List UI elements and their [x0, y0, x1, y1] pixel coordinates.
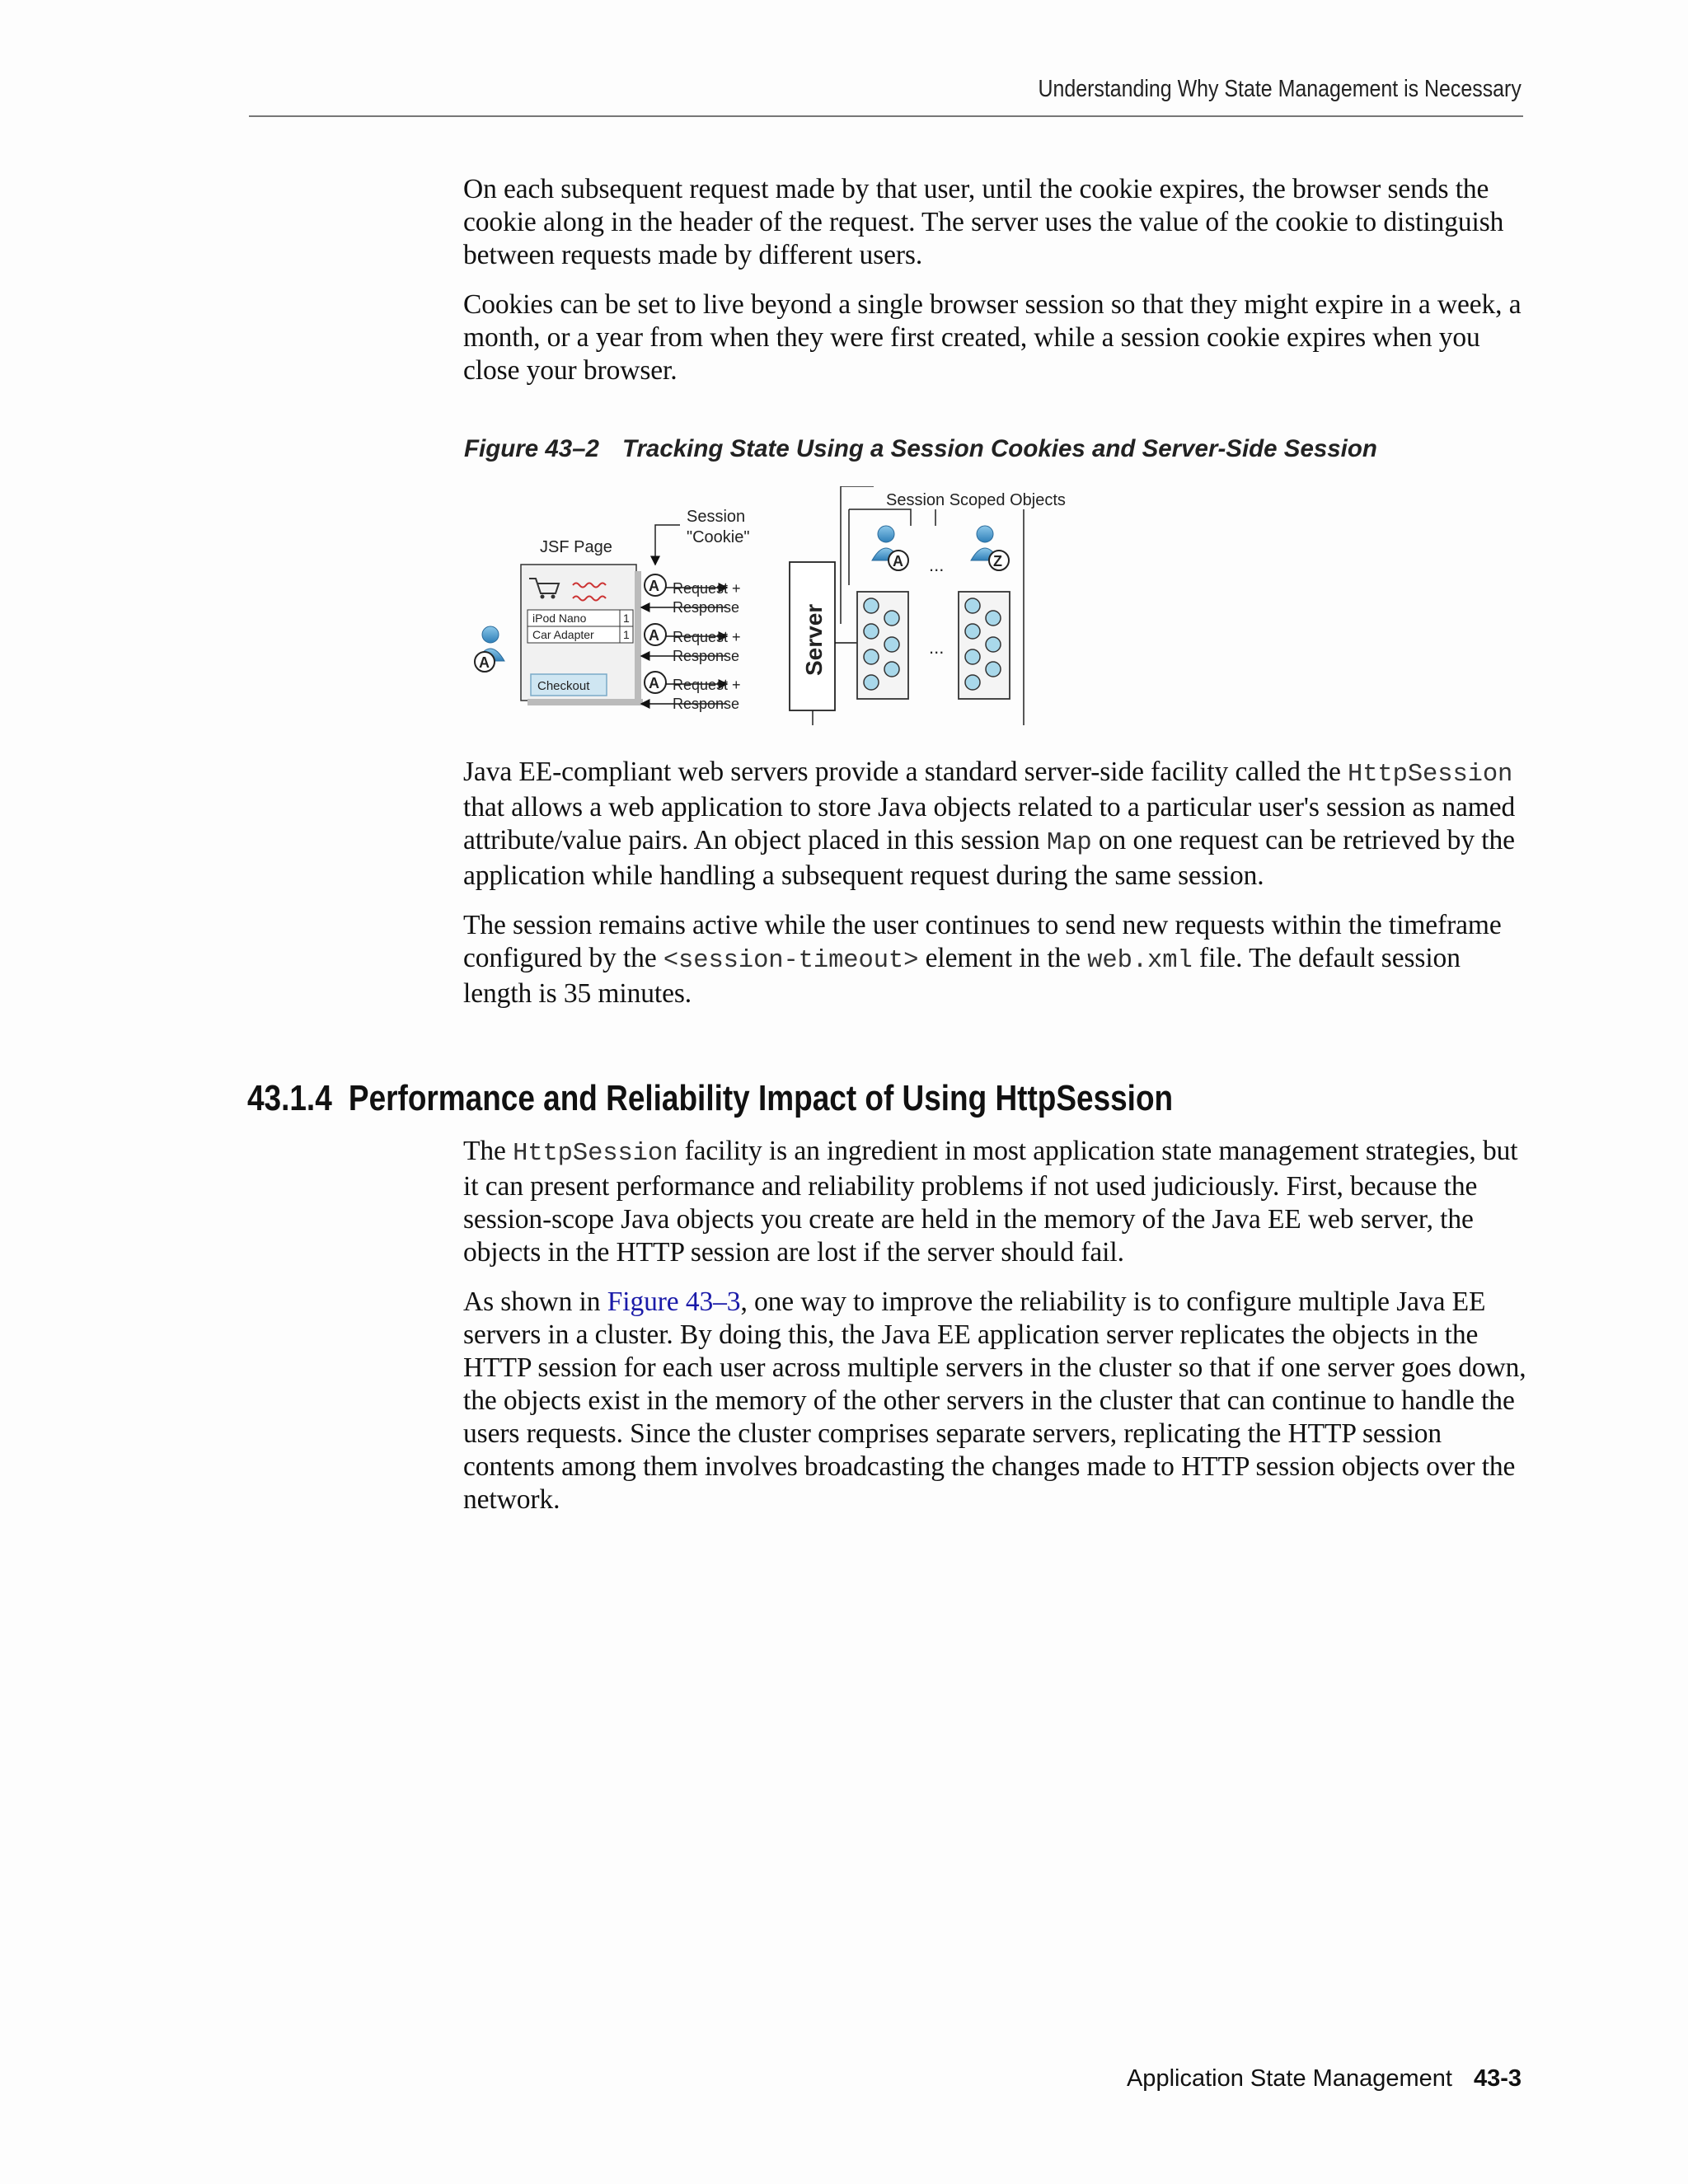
section-heading	[247, 1078, 1173, 1119]
badge-a-3: A	[649, 675, 659, 691]
cart-item-2-qty: 1	[623, 628, 630, 641]
paragraph-cookie-lifetime: Cookies can be set to live beyond a single browser session so that they might expire in a week, a month, or a year from when they were first created, while a session cookie expires when you close your browser.	[463, 289, 1522, 386]
section-number: 43.1.4	[247, 1078, 332, 1118]
session-text	[463, 756, 1526, 1027]
intro-text	[463, 173, 1526, 404]
code-map: Map	[1046, 829, 1092, 857]
server-label: Server	[801, 603, 827, 676]
ellipsis-middle: ...	[929, 637, 945, 658]
code-httpsession-2: HttpSession	[513, 1140, 678, 1168]
session-tracking-diagram	[462, 486, 1088, 729]
session-label: Session	[687, 508, 746, 526]
request-label-1: Request +	[673, 580, 741, 597]
request-label-3: Request +	[673, 677, 741, 693]
paragraph-performance: The HttpSession facility is an ingredient in most application state management strategies, but it can present performance and reliability problems if not used judiciously. First, because the session-scope Java objects you create are held in the memory of the Java EE web server, the objects in the HTTP session are lost if the server should fail.	[463, 1136, 1518, 1268]
paragraph-cluster: As shown in Figure 43–3, one way to improve the reliability is to configure multiple Java EE servers in a cluster. By doing this, the Java EE application server replicates the objects in the HTTP session for each user across multiple servers in the cluster so that if one server goes down, the objects exist in the memory of the other servers in the cluster that can continue to handle the users requests. Since the cluster comprises separate servers, replicating the HTTP session contents among them involves broadcasting the changes made to HTTP session objects over the network.	[463, 1286, 1526, 1515]
cookie-label: "Cookie"	[687, 528, 750, 546]
session-user-a-badge: A	[893, 553, 903, 569]
cart-item-2: Car Adapter	[532, 628, 594, 641]
page-footer	[1127, 2065, 1522, 2093]
badge-a-1: A	[649, 578, 659, 594]
section-text	[463, 1135, 1526, 1533]
user-z-session-user-icon	[971, 526, 1009, 570]
response-label-2: Response	[673, 648, 740, 664]
ellipsis-top: ...	[929, 555, 945, 575]
code-session-timeout: <session-timeout>	[663, 947, 919, 975]
paragraph-session-timeout: The session remains active while the user continues to send new requests within the timeframe configured by the <session-timeout> element in the web.xml file. The default session length is 35 minutes.	[463, 910, 1502, 1009]
running-header: Understanding Why State Management is Necessary	[1038, 76, 1522, 102]
figure-43-3-link[interactable]: Figure 43–3	[607, 1286, 741, 1317]
cart-item-1: iPod Nano	[532, 612, 587, 625]
paragraph-httpsession: Java EE-compliant web servers provide a standard server-side facility called the HttpSession that allows a web application to store Java objects related to a particular user's session as named attribute/value pairs. An object placed in this session Map on one request can be retrieved by the application while handling a subsequent request during the same session.	[463, 757, 1516, 891]
request-label-2: Request +	[673, 629, 741, 645]
cart-item-1-qty: 1	[623, 612, 630, 625]
checkout-label: Checkout	[537, 679, 590, 693]
jsf-page-label: JSF Page	[540, 538, 612, 556]
response-label-1: Response	[673, 599, 740, 616]
session-scoped-objects-label: Session Scoped Objects	[886, 491, 1066, 509]
code-httpsession: HttpSession	[1348, 761, 1513, 789]
response-label-3: Response	[673, 696, 740, 712]
page-number: 43-3	[1473, 2065, 1522, 2092]
section-title: Performance and Reliability Impact of Using HttpSession	[348, 1078, 1174, 1118]
code-web-xml: web.xml	[1087, 947, 1193, 975]
figure-label: Figure 43–2	[464, 435, 599, 462]
figure-caption	[464, 435, 1377, 463]
session-user-z-badge: Z	[993, 553, 1002, 569]
header-rule	[249, 115, 1523, 117]
badge-a-2: A	[649, 627, 659, 644]
figure-title: Tracking State Using a Session Cookies and Server-Side Session	[621, 435, 1377, 462]
footer-chapter: Application State Management	[1126, 2065, 1452, 2092]
paragraph-cookie-requests: On each subsequent request made by that user, until the cookie expires, the browser sends the cookie along in the header of the request. The server uses the value of the cookie to distinguish between requests made by different users.	[463, 174, 1504, 270]
user-a-left-badge: A	[479, 654, 490, 671]
